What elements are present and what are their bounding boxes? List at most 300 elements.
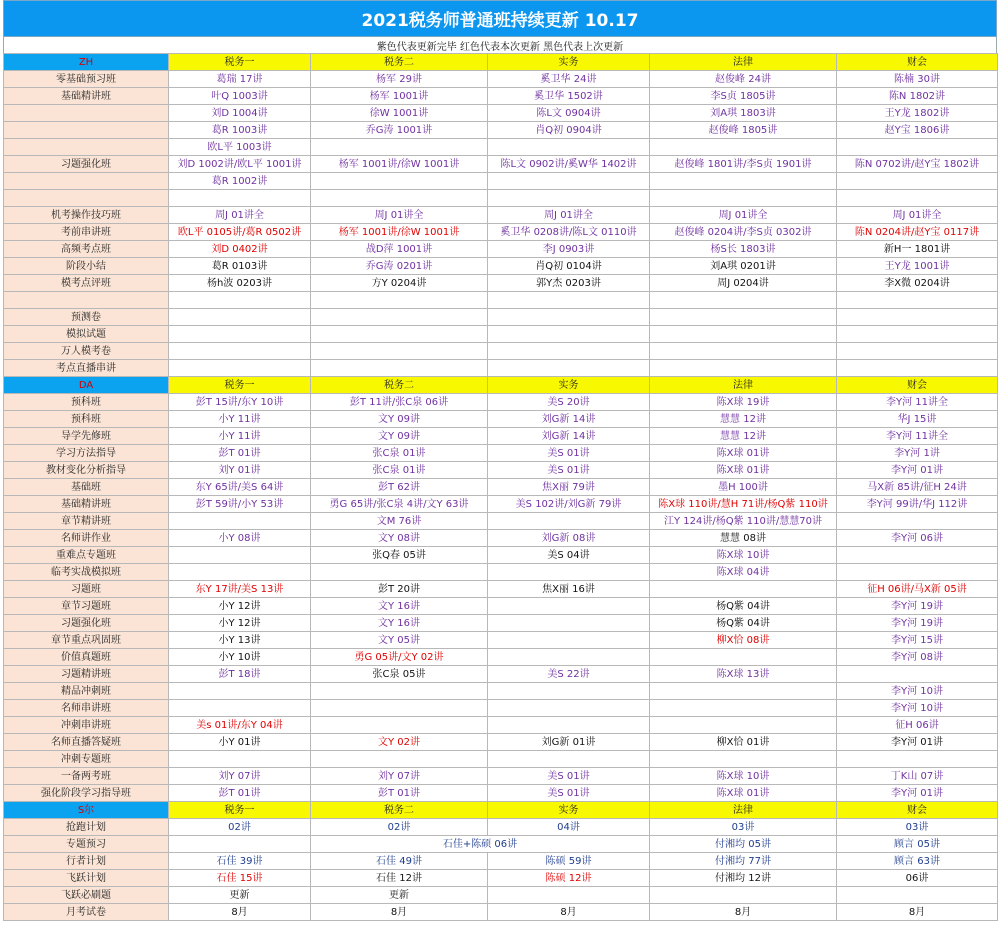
table-row bbox=[4, 581, 998, 598]
table-cell: 彭T 01讲 bbox=[169, 445, 311, 462]
row-label: 名师串讲班 bbox=[4, 700, 169, 717]
row-label: 飞跃计划 bbox=[4, 870, 169, 887]
table-cell bbox=[488, 190, 650, 207]
table-cell: 李Y河 01讲 bbox=[837, 785, 998, 802]
table-cell: 战D萍 1001讲 bbox=[311, 241, 488, 258]
table-cell: 小Y 12讲 bbox=[169, 615, 311, 632]
table-cell bbox=[311, 173, 488, 190]
table-cell: 葛R 1003讲 bbox=[169, 122, 311, 139]
table-cell: 李Y河 99讲/华J 112讲 bbox=[837, 496, 998, 513]
table-cell bbox=[650, 343, 837, 360]
row-label: 预科班 bbox=[4, 411, 169, 428]
table-cell: 赵俊峰 1805讲 bbox=[650, 122, 837, 139]
table-cell bbox=[650, 360, 837, 377]
table-cell bbox=[169, 190, 311, 207]
table-cell: 小Y 11讲 bbox=[169, 411, 311, 428]
row-label: 导学先修班 bbox=[4, 428, 169, 445]
table-cell: 陈X球 01讲 bbox=[650, 445, 837, 462]
table-row bbox=[4, 819, 998, 836]
table-cell: 刘G新 08讲 bbox=[488, 530, 650, 547]
table-cell bbox=[311, 751, 488, 768]
table-cell: 美S 22讲 bbox=[488, 666, 650, 683]
table-cell bbox=[311, 190, 488, 207]
table-row bbox=[4, 360, 998, 377]
color-legend: 紫色代表更新完毕 红色代表本次更新 黑色代表上次更新 bbox=[3, 37, 997, 53]
table-cell: 李Y河 11讲全 bbox=[837, 394, 998, 411]
table-cell: 陈楠 30讲 bbox=[837, 71, 998, 88]
row-label: 冲刺专题班 bbox=[4, 751, 169, 768]
table-cell: 小Y 08讲 bbox=[169, 530, 311, 547]
row-label: 月考试卷 bbox=[4, 904, 169, 921]
table-row bbox=[4, 513, 998, 530]
table-cell bbox=[488, 598, 650, 615]
table-cell: 李Y河 15讲 bbox=[837, 632, 998, 649]
table-cell: 彭T 15讲/东Y 10讲 bbox=[169, 394, 311, 411]
table-cell: 慧慧 08讲 bbox=[650, 530, 837, 547]
table-cell bbox=[488, 700, 650, 717]
table-cell bbox=[311, 717, 488, 734]
table-cell bbox=[488, 513, 650, 530]
table-row bbox=[4, 785, 998, 802]
table-cell: 美S 01讲 bbox=[488, 785, 650, 802]
table-cell: 徐W 1001讲 bbox=[311, 105, 488, 122]
table-cell: 焦X丽 79讲 bbox=[488, 479, 650, 496]
table-cell: 杨军 1001讲/徐W 1001讲 bbox=[311, 156, 488, 173]
table-cell: 03讲 bbox=[837, 819, 998, 836]
table-cell: 葛瑞 17讲 bbox=[169, 71, 311, 88]
table-cell bbox=[837, 139, 998, 156]
section-label: S尔 bbox=[4, 802, 169, 819]
table-cell bbox=[169, 700, 311, 717]
table-cell bbox=[650, 649, 837, 666]
table-cell: 周J 01讲全 bbox=[837, 207, 998, 224]
table-cell: 小Y 10讲 bbox=[169, 649, 311, 666]
table-cell: 小Y 12讲 bbox=[169, 598, 311, 615]
row-label: 精品冲刺班 bbox=[4, 683, 169, 700]
table-cell: 杨军 1001讲/徐W 1001讲 bbox=[311, 224, 488, 241]
table-cell: 陈L文 0902讲/奚W华 1402讲 bbox=[488, 156, 650, 173]
table-cell bbox=[837, 343, 998, 360]
table-cell: 8月 bbox=[650, 904, 837, 921]
subject-header: 财会 bbox=[837, 802, 998, 819]
row-label: 重难点专题班 bbox=[4, 547, 169, 564]
table-cell: 美s 01讲/东Y 04讲 bbox=[169, 717, 311, 734]
table-cell: 刘A琪 0201讲 bbox=[650, 258, 837, 275]
table-row bbox=[4, 836, 998, 853]
table-cell: 顾言 05讲 bbox=[837, 836, 998, 853]
table-row bbox=[4, 649, 998, 666]
table-cell: 付湘均 05讲 bbox=[650, 836, 837, 853]
table-cell bbox=[488, 360, 650, 377]
table-cell: 勇G 05讲/文Y 02讲 bbox=[311, 649, 488, 666]
table-cell: 陈X球 110讲/慧H 71讲/杨Q紫 110讲 bbox=[650, 496, 837, 513]
row-label: 基础班 bbox=[4, 479, 169, 496]
table-cell bbox=[650, 190, 837, 207]
table-cell: 方Y 0204讲 bbox=[311, 275, 488, 292]
table-cell bbox=[837, 887, 998, 904]
table-row bbox=[4, 904, 998, 921]
subject-header: 税务一 bbox=[169, 802, 311, 819]
table-row bbox=[4, 275, 998, 292]
table-cell: 8月 bbox=[488, 904, 650, 921]
table-cell: 石佳+陈硕 06讲 bbox=[311, 836, 650, 853]
row-label: 习题强化班 bbox=[4, 156, 169, 173]
table-row bbox=[4, 394, 998, 411]
table-cell: 文M 76讲 bbox=[311, 513, 488, 530]
table-cell: 陈N 1802讲 bbox=[837, 88, 998, 105]
table-cell: 慧慧 12讲 bbox=[650, 428, 837, 445]
table-cell: 石佳 39讲 bbox=[169, 853, 311, 870]
section-header-sr bbox=[4, 802, 998, 819]
table-row bbox=[4, 615, 998, 632]
table-cell: 杨军 29讲 bbox=[311, 71, 488, 88]
table-cell bbox=[488, 326, 650, 343]
row-label: 基础精讲班 bbox=[4, 496, 169, 513]
table-cell bbox=[169, 751, 311, 768]
table-cell: 李Y河 11讲全 bbox=[837, 428, 998, 445]
table-cell bbox=[650, 173, 837, 190]
table-cell bbox=[837, 309, 998, 326]
table-cell: 文Y 05讲 bbox=[311, 632, 488, 649]
table-cell: 付湘均 77讲 bbox=[650, 853, 837, 870]
table-cell: 06讲 bbox=[837, 870, 998, 887]
table-cell bbox=[488, 632, 650, 649]
table-row bbox=[4, 241, 998, 258]
table-cell bbox=[650, 581, 837, 598]
table-cell: 张C泉 01讲 bbox=[311, 462, 488, 479]
sheet-title: 2021税务师普通班持续更新 10.17 bbox=[3, 0, 997, 37]
row-label: 冲刺串讲班 bbox=[4, 717, 169, 734]
table-cell bbox=[837, 190, 998, 207]
section-label: ZH bbox=[4, 54, 169, 71]
row-label bbox=[4, 173, 169, 190]
table-row bbox=[4, 496, 998, 513]
row-label: 名师讲作业 bbox=[4, 530, 169, 547]
row-label bbox=[4, 122, 169, 139]
row-label: 基础精讲班 bbox=[4, 88, 169, 105]
subject-header: 税务二 bbox=[311, 802, 488, 819]
row-label: 模拟试题 bbox=[4, 326, 169, 343]
table-cell: 杨军 1001讲 bbox=[311, 88, 488, 105]
table-cell: 李Y河 19讲 bbox=[837, 615, 998, 632]
subject-header: 实务 bbox=[488, 377, 650, 394]
table-cell bbox=[837, 326, 998, 343]
table-cell: 陈L文 0904讲 bbox=[488, 105, 650, 122]
table-cell bbox=[311, 309, 488, 326]
row-label: 教材变化分析指导 bbox=[4, 462, 169, 479]
subject-header: 税务二 bbox=[311, 54, 488, 71]
row-label: 习题强化班 bbox=[4, 615, 169, 632]
table-cell: 张Q春 05讲 bbox=[311, 547, 488, 564]
table-cell bbox=[169, 292, 311, 309]
table-row bbox=[4, 207, 998, 224]
table-cell: 赵俊峰 0204讲/李S贞 0302讲 bbox=[650, 224, 837, 241]
table-cell bbox=[311, 564, 488, 581]
row-label: 阶段小结 bbox=[4, 258, 169, 275]
table-cell: 美S 01讲 bbox=[488, 768, 650, 785]
table-cell bbox=[488, 615, 650, 632]
table-cell bbox=[169, 309, 311, 326]
subject-header: 法律 bbox=[650, 802, 837, 819]
table-cell: 美S 01讲 bbox=[488, 445, 650, 462]
row-label: 万人模考卷 bbox=[4, 343, 169, 360]
table-cell: 文Y 09讲 bbox=[311, 411, 488, 428]
table-row bbox=[4, 887, 998, 904]
table-row bbox=[4, 547, 998, 564]
table-cell bbox=[837, 547, 998, 564]
table-cell bbox=[650, 683, 837, 700]
table-cell bbox=[650, 751, 837, 768]
table-cell: 刘G新 01讲 bbox=[488, 734, 650, 751]
table-cell bbox=[169, 683, 311, 700]
row-label: 临考实战模拟班 bbox=[4, 564, 169, 581]
table-cell: 04讲 bbox=[488, 819, 650, 836]
row-label: 价值真题班 bbox=[4, 649, 169, 666]
table-cell: 陈X球 10讲 bbox=[650, 547, 837, 564]
subject-header: 税务二 bbox=[311, 377, 488, 394]
table-cell bbox=[169, 564, 311, 581]
table-row bbox=[4, 717, 998, 734]
table-cell bbox=[488, 683, 650, 700]
table-cell: 葛R 1002讲 bbox=[169, 173, 311, 190]
table-row bbox=[4, 530, 998, 547]
table-cell: 陈N 0204讲/赵Y宝 0117讲 bbox=[837, 224, 998, 241]
table-cell: 付湘均 12讲 bbox=[650, 870, 837, 887]
table-row bbox=[4, 479, 998, 496]
subject-header: 财会 bbox=[837, 377, 998, 394]
row-label: 预测卷 bbox=[4, 309, 169, 326]
table-cell: 刘D 1004讲 bbox=[169, 105, 311, 122]
table-cell: 陈X球 04讲 bbox=[650, 564, 837, 581]
table-cell: 勇G 65讲/张C泉 4讲/文Y 63讲 bbox=[311, 496, 488, 513]
section-label: DA bbox=[4, 377, 169, 394]
table-cell: 陈X球 10讲 bbox=[650, 768, 837, 785]
table-row bbox=[4, 683, 998, 700]
table-cell: 彭T 20讲 bbox=[311, 581, 488, 598]
table-cell: 周J 01讲全 bbox=[488, 207, 650, 224]
table-cell bbox=[311, 360, 488, 377]
table-cell: 墨H 100讲 bbox=[650, 479, 837, 496]
table-cell: 华J 15讲 bbox=[837, 411, 998, 428]
table-cell: 杨h波 0203讲 bbox=[169, 275, 311, 292]
table-row bbox=[4, 326, 998, 343]
course-table-body bbox=[4, 54, 998, 921]
table-cell: 02讲 bbox=[169, 819, 311, 836]
row-label: 机考操作技巧班 bbox=[4, 207, 169, 224]
table-cell: 郭Y杰 0203讲 bbox=[488, 275, 650, 292]
section-header-da bbox=[4, 377, 998, 394]
table-cell bbox=[311, 683, 488, 700]
table-row bbox=[4, 734, 998, 751]
table-row bbox=[4, 139, 998, 156]
table-cell: 李X微 0204讲 bbox=[837, 275, 998, 292]
subject-header: 财会 bbox=[837, 54, 998, 71]
table-cell bbox=[650, 700, 837, 717]
table-row bbox=[4, 258, 998, 275]
subject-header: 税务一 bbox=[169, 54, 311, 71]
table-cell bbox=[311, 292, 488, 309]
row-label: 一备两考班 bbox=[4, 768, 169, 785]
table-cell: 马X新 85讲/征H 24讲 bbox=[837, 479, 998, 496]
table-cell: 李Y河 10讲 bbox=[837, 683, 998, 700]
table-cell: 小Y 13讲 bbox=[169, 632, 311, 649]
table-cell bbox=[837, 360, 998, 377]
table-cell: 乔G涛 1001讲 bbox=[311, 122, 488, 139]
table-cell bbox=[837, 292, 998, 309]
table-row bbox=[4, 768, 998, 785]
table-cell: 彭T 01讲 bbox=[311, 785, 488, 802]
table-cell: 顾言 63讲 bbox=[837, 853, 998, 870]
table-row bbox=[4, 105, 998, 122]
table-cell: 叶Q 1003讲 bbox=[169, 88, 311, 105]
table-cell: 征H 06讲/马X新 05讲 bbox=[837, 581, 998, 598]
row-label: 抢跑计划 bbox=[4, 819, 169, 836]
row-label: 章节习题班 bbox=[4, 598, 169, 615]
row-label: 模考点评班 bbox=[4, 275, 169, 292]
row-label: 名师直播答疑班 bbox=[4, 734, 169, 751]
table-cell bbox=[169, 343, 311, 360]
row-label bbox=[4, 292, 169, 309]
table-cell: 小Y 11讲 bbox=[169, 428, 311, 445]
table-cell: 欧L平 1003讲 bbox=[169, 139, 311, 156]
table-cell: 刘Y 07讲 bbox=[169, 768, 311, 785]
table-cell: 王Y龙 1001讲 bbox=[837, 258, 998, 275]
table-cell: 刘D 0402讲 bbox=[169, 241, 311, 258]
table-cell: 更新 bbox=[169, 887, 311, 904]
subject-header: 实务 bbox=[488, 802, 650, 819]
row-label: 考前串讲班 bbox=[4, 224, 169, 241]
table-cell: 焦X丽 16讲 bbox=[488, 581, 650, 598]
table-cell: 李Y河 06讲 bbox=[837, 530, 998, 547]
course-table bbox=[3, 53, 998, 921]
table-cell: 丁K山 07讲 bbox=[837, 768, 998, 785]
spreadsheet bbox=[3, 0, 997, 921]
table-cell: 周J 01讲全 bbox=[311, 207, 488, 224]
table-cell: 欧L平 0105讲/葛R 0502讲 bbox=[169, 224, 311, 241]
table-cell bbox=[650, 309, 837, 326]
table-row bbox=[4, 870, 998, 887]
table-cell: 周J 0204讲 bbox=[650, 275, 837, 292]
row-label: 习题班 bbox=[4, 581, 169, 598]
table-cell bbox=[650, 326, 837, 343]
table-cell: 东Y 17讲/美S 13讲 bbox=[169, 581, 311, 598]
table-cell bbox=[488, 139, 650, 156]
table-cell bbox=[650, 887, 837, 904]
table-cell: 杨Q紫 04讲 bbox=[650, 615, 837, 632]
table-cell: 石佳 15讲 bbox=[169, 870, 311, 887]
subject-header: 法律 bbox=[650, 54, 837, 71]
row-label: 飞跃必刷题 bbox=[4, 887, 169, 904]
table-cell: 杨S长 1803讲 bbox=[650, 241, 837, 258]
table-cell: 文Y 08讲 bbox=[311, 530, 488, 547]
table-cell bbox=[650, 139, 837, 156]
table-cell: 小Y 01讲 bbox=[169, 734, 311, 751]
table-cell bbox=[169, 360, 311, 377]
table-cell: 赵Y宝 1806讲 bbox=[837, 122, 998, 139]
row-label: 考点直播串讲 bbox=[4, 360, 169, 377]
table-cell: 江Y 124讲/杨Q紫 110讲/慧慧70讲 bbox=[650, 513, 837, 530]
subject-header: 法律 bbox=[650, 377, 837, 394]
table-cell: 赵俊峰 24讲 bbox=[650, 71, 837, 88]
row-label bbox=[4, 139, 169, 156]
table-cell bbox=[169, 547, 311, 564]
table-cell: 东Y 65讲/美S 64讲 bbox=[169, 479, 311, 496]
table-row bbox=[4, 343, 998, 360]
table-cell: 赵俊峰 1801讲/李S贞 1901讲 bbox=[650, 156, 837, 173]
row-label: 强化阶段学习指导班 bbox=[4, 785, 169, 802]
table-cell: 陈X球 01讲 bbox=[650, 462, 837, 479]
table-cell: 慧慧 12讲 bbox=[650, 411, 837, 428]
table-cell: 陈硕 12讲 bbox=[488, 870, 650, 887]
table-cell: 02讲 bbox=[311, 819, 488, 836]
table-row bbox=[4, 156, 998, 173]
table-cell bbox=[311, 139, 488, 156]
table-row bbox=[4, 292, 998, 309]
row-label bbox=[4, 105, 169, 122]
row-label: 零基础预习班 bbox=[4, 71, 169, 88]
table-cell bbox=[311, 700, 488, 717]
table-cell: 陈X球 13讲 bbox=[650, 666, 837, 683]
table-cell: 李J 0903讲 bbox=[488, 241, 650, 258]
table-cell: 刘G新 14讲 bbox=[488, 411, 650, 428]
table-cell bbox=[488, 717, 650, 734]
table-cell bbox=[837, 666, 998, 683]
table-row bbox=[4, 462, 998, 479]
table-cell bbox=[169, 836, 311, 853]
table-cell bbox=[488, 649, 650, 666]
table-cell: 彭T 11讲/张C泉 06讲 bbox=[311, 394, 488, 411]
table-cell: 柳X恰 08讲 bbox=[650, 632, 837, 649]
table-cell bbox=[650, 292, 837, 309]
row-label: 专题预习 bbox=[4, 836, 169, 853]
table-cell: 8月 bbox=[311, 904, 488, 921]
table-cell: 肖Q初 0904讲 bbox=[488, 122, 650, 139]
table-cell: 刘A琪 1803讲 bbox=[650, 105, 837, 122]
table-row bbox=[4, 309, 998, 326]
table-cell bbox=[488, 173, 650, 190]
table-cell: 刘Y 07讲 bbox=[311, 768, 488, 785]
table-cell: 石佳 12讲 bbox=[311, 870, 488, 887]
table-cell: 李Y河 10讲 bbox=[837, 700, 998, 717]
table-cell: 张C泉 01讲 bbox=[311, 445, 488, 462]
row-label: 行者计划 bbox=[4, 853, 169, 870]
subject-header: 税务一 bbox=[169, 377, 311, 394]
table-cell: 葛R 0103讲 bbox=[169, 258, 311, 275]
table-row bbox=[4, 853, 998, 870]
table-row bbox=[4, 666, 998, 683]
table-cell: 征H 06讲 bbox=[837, 717, 998, 734]
table-cell: 彭T 59讲/小Y 53讲 bbox=[169, 496, 311, 513]
table-cell: 彭T 01讲 bbox=[169, 785, 311, 802]
table-cell: 奚卫华 1502讲 bbox=[488, 88, 650, 105]
table-cell: 陈X球 01讲 bbox=[650, 785, 837, 802]
table-cell: 新H一 1801讲 bbox=[837, 241, 998, 258]
table-cell: 周J 01讲全 bbox=[650, 207, 837, 224]
table-cell: 周J 01讲全 bbox=[169, 207, 311, 224]
table-row bbox=[4, 700, 998, 717]
table-cell bbox=[488, 751, 650, 768]
table-cell: 杨Q紫 04讲 bbox=[650, 598, 837, 615]
table-cell: 张C泉 05讲 bbox=[311, 666, 488, 683]
table-cell bbox=[169, 326, 311, 343]
table-cell: 李Y河 01讲 bbox=[837, 734, 998, 751]
table-cell bbox=[837, 564, 998, 581]
table-cell bbox=[169, 513, 311, 530]
table-cell: 乔G涛 0201讲 bbox=[311, 258, 488, 275]
table-cell: 肖Q初 0104讲 bbox=[488, 258, 650, 275]
row-label: 学习方法指导 bbox=[4, 445, 169, 462]
table-cell: 美S 102讲/刘G新 79讲 bbox=[488, 496, 650, 513]
